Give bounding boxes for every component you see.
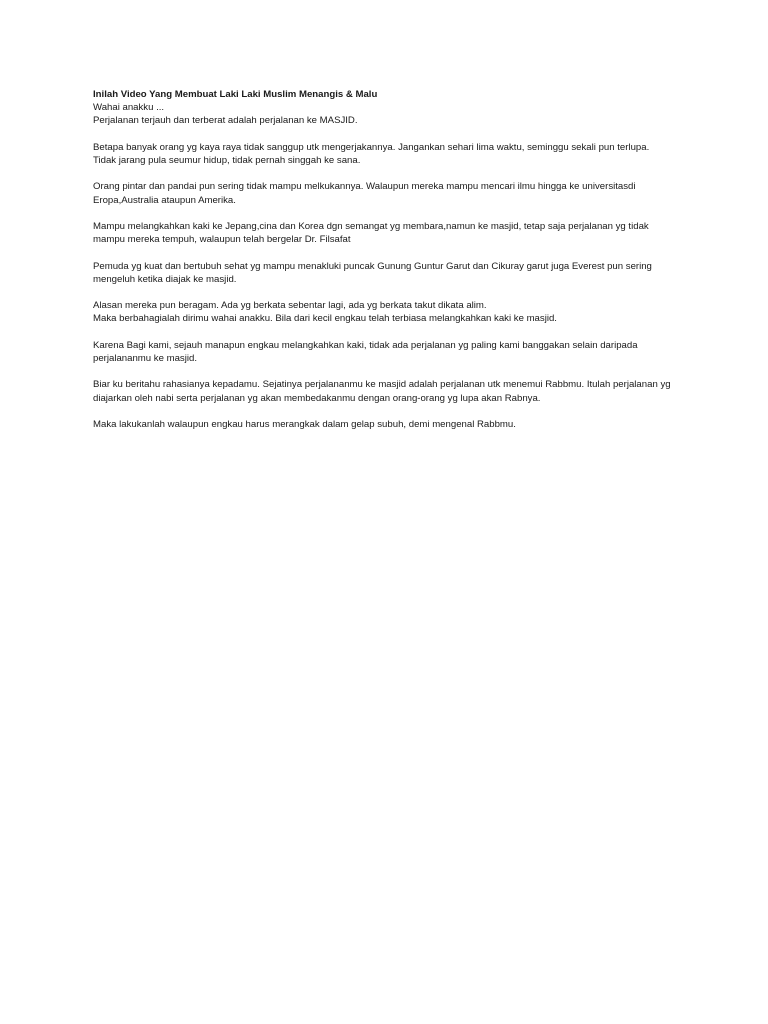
paragraph-line: diajarkan oleh nabi serta perjalanan yg akan membedakanmu dengan orang-orang yg lupa akan Rabnya. xyxy=(93,392,541,404)
paragraph xyxy=(93,220,673,246)
paragraph xyxy=(93,299,673,325)
paragraph xyxy=(93,378,673,404)
paragraph xyxy=(93,339,673,365)
paragraph-line: Alasan mereka pun beragam. Ada yg berkata sebentar lagi, ada yg berkata takut dikata alim. xyxy=(93,300,487,312)
document-title: Inilah Video Yang Membuat Laki Laki Muslim Menangis & Malu xyxy=(93,89,378,100)
paragraph xyxy=(93,260,673,286)
paragraph-line: mampu mereka tempuh, walaupun telah bergelar Dr. Filsafat xyxy=(93,234,351,246)
paragraph-line: perjalananmu ke masjid. xyxy=(93,352,197,364)
paragraph-line: Biar ku beritahu rahasianya kepadamu. Sejatinya perjalananmu ke masjid adalah perjalanan utk menemui Rabbmu. Itulah perjalanan yg xyxy=(93,379,671,391)
paragraph-line: Tidak jarang pula seumur hidup, tidak pernah singgah ke sana. xyxy=(93,155,361,166)
paragraph xyxy=(93,141,673,167)
paragraph-line: Mampu melangkahkan kaki ke Jepang,cina dan Korea dgn semangat yg membara,namun ke masjid, tetap saja perjalanan yg tidak xyxy=(93,220,649,232)
paragraph-line: Perjalanan terjauh dan terberat adalah perjalanan ke MASJID. xyxy=(93,115,358,127)
document-page xyxy=(93,88,673,444)
paragraph-line: Maka berbahagialah dirimu wahai anakku. Bila dari kecil engkau telah terbiasa melangkahkan kaki ke masjid. xyxy=(93,313,557,325)
paragraph-line: Betapa banyak orang yg kaya raya tidak sanggup utk mengerjakannya. Jangankan sehari lima waktu, seminggu sekali pun terlupa. xyxy=(93,141,650,153)
paragraph xyxy=(93,180,673,206)
paragraph-line: Orang pintar dan pandai pun sering tidak mampu melkukannya. Walaupun mereka mampu mencari ilmu hingga ke universitasdi xyxy=(93,181,636,193)
paragraph-line: Pemuda yg kuat dan bertubuh sehat yg mampu menakluki puncak Gunung Guntur Garut dan Cikuray garut juga Everest pun sering xyxy=(93,260,652,272)
paragraph-line: Eropa,Australia ataupun Amerika. xyxy=(93,194,236,206)
paragraph-line: mengeluh ketika diajak ke masjid. xyxy=(93,273,237,285)
paragraph-line: Karena Bagi kami, sejauh manapun engkau melangkahkan kaki, tidak ada perjalanan yg paling kami banggakan selain daripada xyxy=(93,339,638,351)
paragraph-line: Maka lakukanlah walaupun engkau harus merangkak dalam gelap subuh, demi mengenal Rabbmu. xyxy=(93,418,516,430)
paragraph xyxy=(93,101,673,127)
paragraph xyxy=(93,418,673,431)
paragraph-line: Wahai anakku ... xyxy=(93,102,165,114)
